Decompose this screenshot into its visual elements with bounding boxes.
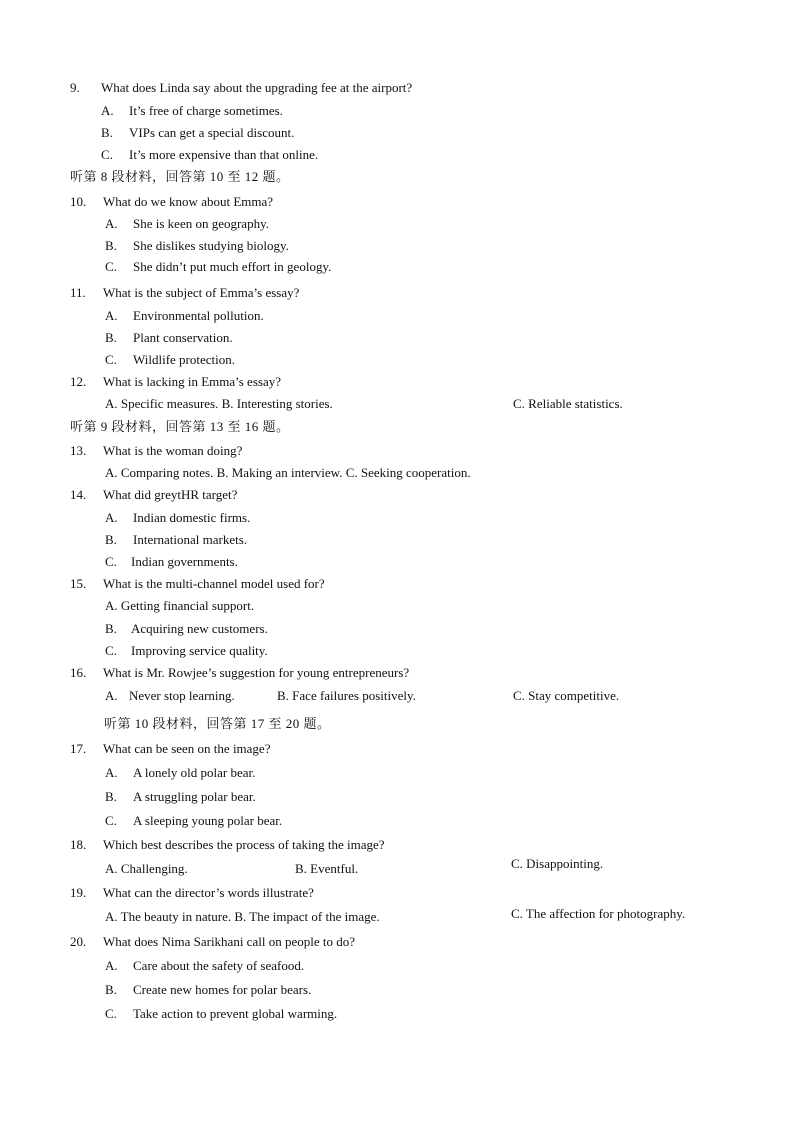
options-12-ab: A. Specific measures. B. Interesting stories.	[105, 396, 333, 411]
option-18c: C. Disappointing.	[511, 856, 604, 871]
options-13: A. Comparing notes. B. Making an interview. C. Seeking cooperation.	[105, 465, 471, 480]
option-12c: C. Reliable statistics.	[513, 396, 623, 411]
option-16a: Never stop learning.	[129, 688, 235, 703]
question-number: 9.	[70, 80, 80, 95]
section-heading-8: 听第 8 段材料，回答第 10 至 12 题。	[70, 169, 290, 184]
section-heading-10: 听第 10 段材料，回答第 17 至 20 题。	[104, 716, 331, 731]
section-heading-9: 听第 9 段材料，回答第 13 至 16 题。	[70, 419, 290, 434]
option-18b: B. Eventful.	[295, 861, 359, 876]
question-text: What does Linda say about the upgrading fee at the airport?	[101, 80, 413, 95]
option-16c: C. Stay competitive.	[513, 688, 620, 703]
option-19c: C. The affection for photography.	[511, 906, 686, 921]
options-19-ab: A. The beauty in nature. B. The impact of the image.	[105, 909, 380, 924]
option-18a: A. Challenging.	[105, 861, 188, 876]
option-15a: A. Getting financial support.	[105, 598, 255, 613]
option-16b: B. Face failures positively.	[277, 688, 416, 703]
